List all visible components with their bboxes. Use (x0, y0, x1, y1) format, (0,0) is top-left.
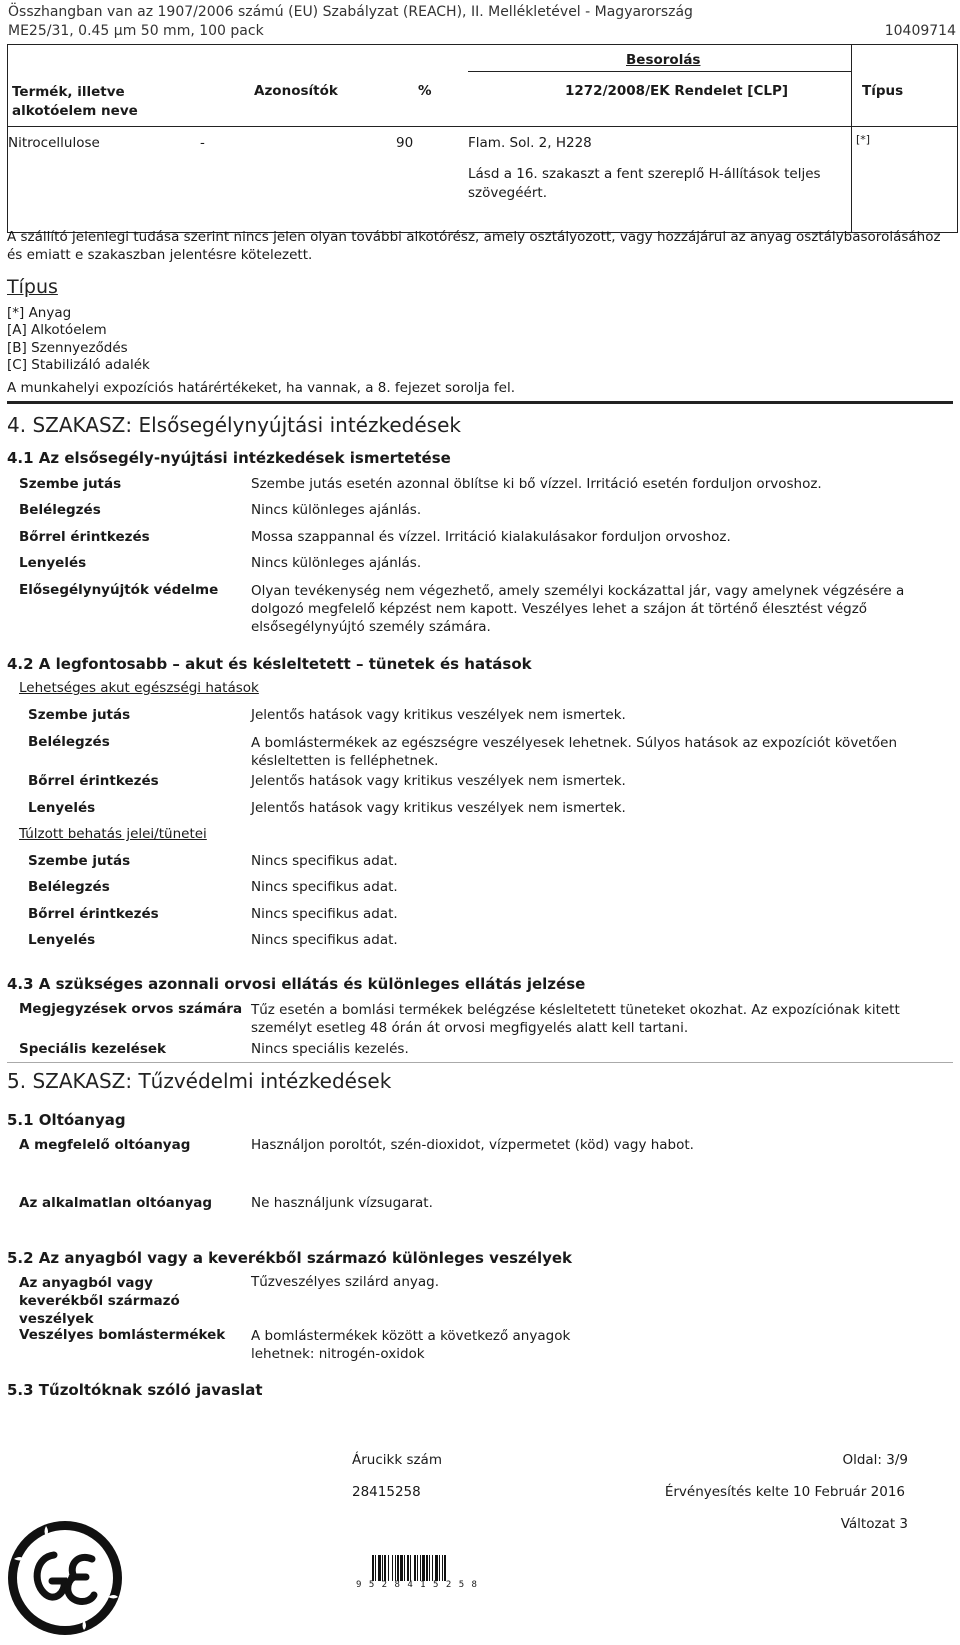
col-header-classification: Besorolás (626, 52, 701, 68)
acute-ingestion-label: Lenyelés (28, 800, 96, 816)
over-skin-value: Nincs specifikus adat. (251, 906, 398, 922)
section-4-title: 4. SZAKASZ: Elsősegélynyújtási intézkedések (7, 413, 461, 437)
header-product-name: ME25/31, 0.45 µm 50 mm, 100 pack (8, 23, 264, 39)
acute-inhalation-value: A bomlástermékek az egészségre veszélyesek lehetnek. Súlyos hatások az expozíciót követően késleltetten is felléphetnek. (251, 735, 898, 769)
barcode-bar (392, 1555, 393, 1581)
specific-treatments-label: Speciális kezelések (19, 1041, 167, 1057)
barcode-bar (426, 1555, 428, 1581)
subsection-4-3-title: 4.3 A szükséges azonnali orvosi ellátás és különleges ellátás jelzése (7, 975, 586, 993)
table-group-divider (468, 71, 851, 72)
col-header-product: Termék, illetve alkotóelem neve (12, 84, 138, 119)
type-legend-item: [A] Alkotóelem (7, 322, 107, 338)
subsection-5-3-title: 5.3 Tűzoltóknak szóló javaslat (7, 1381, 263, 1399)
barcode-bar (382, 1555, 383, 1581)
unsuitable-media-value: Ne használjunk vízsugarat. (251, 1195, 433, 1211)
section-divider (7, 401, 953, 404)
barcode-bar (414, 1555, 416, 1581)
acute-effects-title: Lehetséges akut egészségi hatások (19, 680, 259, 696)
barcode-bar (432, 1555, 433, 1581)
barcode-bar (420, 1555, 421, 1581)
barcode-bar (388, 1555, 389, 1581)
acute-eye-label: Szembe jutás (28, 707, 131, 723)
subsection-4-2-title: 4.2 A legfontosabb – akut és késleltetett – tünetek és hatások (7, 655, 532, 673)
row-identifiers: - (200, 135, 205, 151)
barcode-bar (407, 1555, 409, 1581)
barcode-bar (372, 1555, 374, 1581)
acute-ingestion-value: Jelentős hatások vagy kritikus veszélyek nem ismertek. (251, 800, 626, 816)
version: Változat 3 (840, 1516, 908, 1532)
over-inhalation-label: Belélegzés (28, 879, 110, 895)
acute-skin-value: Jelentős hatások vagy kritikus veszélyek nem ismertek. (251, 773, 626, 789)
physician-notes-label: Megjegyzések orvos számára (19, 1001, 243, 1017)
decomposition-products-label: Veszélyes bomlástermékek (19, 1327, 226, 1343)
barcode-bar (375, 1555, 376, 1581)
barcode-bar (410, 1555, 411, 1581)
barcode-bar (417, 1555, 418, 1581)
over-inhalation-value: Nincs specifikus adat. (251, 879, 398, 895)
decomposition-products-value: A bomlástermékek között a következő anyagok lehetnek: nitrogén-oxidok (251, 1328, 571, 1362)
page-number: Oldal: 3/9 (842, 1452, 908, 1468)
row-percent: 90 (396, 135, 414, 151)
first-aid-inhalation-label: Belélegzés (19, 502, 101, 518)
specific-hazards-label: Az anyagból vagy keverékből származó veszélyek (19, 1275, 180, 1327)
barcode-digits: 9 5 2 8 4 1 5 2 5 8 (356, 1580, 478, 1590)
first-aid-eye-label: Szembe jutás (19, 476, 122, 492)
suitable-media-label: A megfelelő oltóanyag (19, 1137, 191, 1153)
acute-inhalation-label: Belélegzés (28, 734, 110, 750)
over-skin-label: Bőrrel érintkezés (28, 906, 159, 922)
section-divider-light (7, 1062, 953, 1063)
barcode-bar (384, 1555, 386, 1581)
first-aid-rescuer-label: Elősegélynyújtók védelme (19, 582, 219, 598)
item-number: 28415258 (352, 1484, 421, 1500)
row-type: [*] (856, 133, 871, 146)
composition-table (7, 44, 958, 233)
item-number-label: Árucikk szám (352, 1452, 442, 1468)
barcode-bar (404, 1555, 405, 1581)
table-header-divider (8, 126, 957, 127)
col-header-identifiers: Azonosítók (254, 83, 338, 99)
first-aid-ingestion-value: Nincs különleges ajánlás. (251, 555, 422, 571)
suitable-media-value: Használjon poroltót, szén-dioxidot, vízpermetet (köd) vagy habot. (251, 1137, 694, 1153)
section-5-title: 5. SZAKASZ: Tűzvédelmi intézkedések (7, 1069, 392, 1093)
barcode-bar (435, 1555, 438, 1581)
barcode-bar (429, 1555, 430, 1581)
supplier-note: A szállító jelenlegi tudása szerint nincs jelen olyan további alkotórész, amely osztályozott, vagy hozzájárul az anyag osztálybasorolásához és emiatt e szakaszban jelentésre kötelezett. (7, 229, 941, 263)
subsection-4-1-title: 4.1 Az elsősegély-nyújtási intézkedések ismertetése (7, 449, 451, 467)
barcode-bar (397, 1555, 399, 1581)
col-header-type: Típus (862, 83, 904, 99)
barcode-bar (422, 1555, 425, 1581)
over-ingestion-label: Lenyelés (28, 932, 96, 948)
specific-hazards-value: Tűzveszélyes szilárd anyag. (251, 1274, 439, 1290)
first-aid-eye-value: Szembe jutás esetén azonnal öblítse ki bő vízzel. Irritáció esetén forduljon orvoshoz. (251, 476, 822, 492)
barcode-bar (442, 1555, 443, 1581)
first-aid-skin-label: Bőrrel érintkezés (19, 529, 150, 545)
first-aid-rescuer-value: Olyan tevékenység nem végezhető, amely személyi kockázattal jár, vagy amelynek végzésére a dolgozó megfelelő képzést nem kapott. Veszélyes lehet a szájon át történő élesztést végző elsősegélynyújtó személy számára. (251, 583, 905, 635)
type-legend-title: Típus (7, 276, 58, 298)
barcode-bar (395, 1555, 396, 1581)
over-ingestion-value: Nincs specifikus adat. (251, 932, 398, 948)
barcode-bar (444, 1555, 446, 1581)
col-header-percent: % (418, 83, 432, 99)
acute-eye-value: Jelentős hatások vagy kritikus veszélyek nem ismertek. (251, 707, 626, 723)
first-aid-skin-value: Mossa szappannal és vízzel. Irritáció kialakulásakor forduljon orvoshoz. (251, 529, 731, 545)
type-legend-item: [B] Szennyeződés (7, 340, 128, 356)
type-legend-item: [C] Stabilizáló adalék (7, 357, 150, 373)
over-eye-label: Szembe jutás (28, 853, 131, 869)
subsection-5-2-title: 5.2 Az anyagból vagy a keverékből származó különleges veszélyek (7, 1249, 573, 1267)
col-header-clp: 1272/2008/EK Rendelet [CLP] (565, 83, 789, 99)
barcode-bar (439, 1555, 440, 1581)
table-type-divider (851, 45, 852, 232)
header-regulation-text: Összhangban van az 1907/2006 számú (EU) Szabályzat (REACH), II. Mellékletével - Magyarország (8, 4, 693, 20)
barcode-bar (378, 1555, 381, 1581)
unsuitable-media-label: Az alkalmatlan oltóanyag (19, 1195, 213, 1211)
header-product-code: 10409714 (884, 23, 956, 39)
row-classification: Flam. Sol. 2, H228 (468, 135, 592, 151)
over-eye-value: Nincs specifikus adat. (251, 853, 398, 869)
physician-notes-value: Tűz esetén a bomlási termékek belégzése késleltetett tüneteket okozhat. Az expozíciónak kitett személyt esetleg 48 órán át orvosi megfigyelés alatt kell tartani. (251, 1002, 900, 1036)
ge-logo (6, 1519, 124, 1637)
first-aid-inhalation-value: Nincs különleges ajánlás. (251, 502, 422, 518)
row-product-name: Nitrocellulose (8, 135, 100, 151)
specific-treatments-value: Nincs speciális kezelés. (251, 1041, 409, 1057)
effective-date: Érvényesítés kelte 10 Február 2016 (664, 1484, 905, 1500)
overexposure-title: Túlzott behatás jelei/tünetei (19, 826, 207, 842)
acute-skin-label: Bőrrel érintkezés (28, 773, 159, 789)
first-aid-ingestion-label: Lenyelés (19, 555, 87, 571)
table-h-statements-note: Lásd a 16. szakaszt a fent szereplő H-állítások teljes szövegéért. (468, 166, 821, 201)
barcode-bar (400, 1555, 403, 1581)
type-legend-item: [*] Anyag (7, 305, 72, 321)
subsection-5-1-title: 5.1 Oltóanyag (7, 1111, 126, 1129)
workplace-note: A munkahelyi expozíciós határértékeket, ha vannak, a 8. fejezet sorolja fel. (7, 380, 515, 396)
